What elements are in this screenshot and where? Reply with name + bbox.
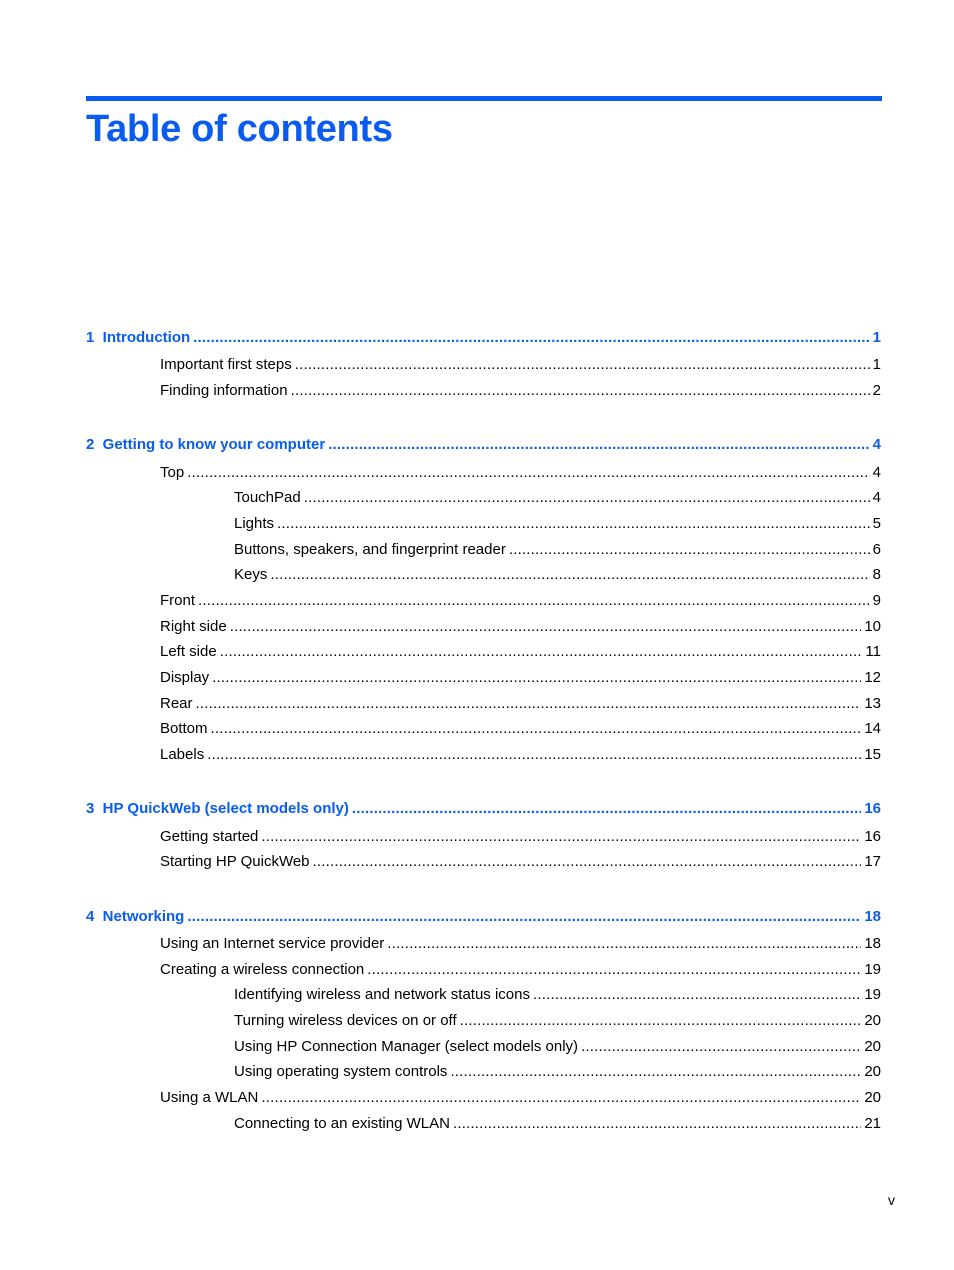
toc-entry-label: Identifying wireless and network status icons [234,986,530,1003]
toc-chapter-entry[interactable] [86,434,881,456]
toc-entry-page-number: 10 [864,618,881,635]
toc-entry[interactable] [160,1087,881,1109]
dot-leader [277,513,870,535]
toc-entry-page-number: 14 [864,720,881,737]
toc-entry-page-number: 20 [864,1063,881,1080]
dot-leader [328,434,869,456]
dot-leader [187,462,869,484]
toc-entry-page-number: 19 [864,986,881,1003]
toc-entry-page-number: 8 [872,566,881,583]
toc-entry-page-number: 1 [872,356,881,373]
toc-entry-page-number: 18 [864,908,881,925]
toc-entry[interactable] [234,1036,881,1058]
toc-entry-page-number: 19 [864,961,881,978]
toc-entry-page-number: 13 [864,695,881,712]
toc-entry[interactable] [234,487,881,509]
toc-chapter-entry[interactable] [86,327,881,349]
dot-leader [533,984,861,1006]
toc-entry-label: Keys [234,566,268,583]
dot-leader [196,693,862,715]
dot-leader [193,327,869,349]
dot-leader [270,564,869,586]
page-folio: v [888,1192,895,1208]
toc-entry-label: Using operating system controls [234,1063,448,1080]
dot-leader [352,798,861,820]
toc-entry-label: Using a WLAN [160,1089,259,1106]
toc-entry-label: Labels [160,746,205,763]
dot-leader [450,1061,861,1083]
toc-entry-page-number: 4 [872,489,881,506]
toc-entry-label: Right side [160,618,227,635]
toc-entry-label: 3 HP QuickWeb (select models only) [86,800,349,817]
toc-entry-page-number: 6 [872,541,881,558]
dot-leader [211,718,862,740]
toc-entry[interactable] [160,354,881,376]
toc-entry-page-number: 5 [872,515,881,532]
dot-leader [187,906,861,928]
toc-entry[interactable] [234,984,881,1006]
toc-entry-page-number: 9 [872,592,881,609]
toc-entry-page-number: 20 [864,1089,881,1106]
toc-entry-label: Creating a wireless connection [160,961,365,978]
toc-entry-page-number: 20 [864,1038,881,1055]
toc-entry-label: Bottom [160,720,208,737]
toc-entry-page-number: 21 [864,1115,881,1132]
dot-leader [291,380,870,402]
toc-entry-page-number: 1 [872,329,881,346]
toc-entry-label: Turning wireless devices on or off [234,1012,457,1029]
toc-entry[interactable] [160,667,881,689]
toc-entry-label: Using HP Connection Manager (select models only) [234,1038,579,1055]
toc-entry-label: Lights [234,515,275,532]
toc-entry[interactable] [234,539,881,561]
dot-leader [453,1113,861,1135]
toc-entry-page-number: 2 [872,382,881,399]
dot-leader [230,616,862,638]
toc-entry-label: Connecting to an existing WLAN [234,1115,450,1132]
toc-entry-label: Finding information [160,382,288,399]
page-title: Table of contents [86,108,393,150]
dot-leader [295,354,870,376]
toc-entry-label: Using an Internet service provider [160,935,385,952]
dot-leader [261,1087,861,1109]
toc-entry-label: 2 Getting to know your computer [86,436,326,453]
dot-leader [313,851,862,873]
dot-leader [212,667,861,689]
toc-entry[interactable] [234,1113,881,1135]
toc-entry-label: Display [160,669,210,686]
toc-entry-page-number: 16 [864,828,881,845]
toc-entry[interactable] [160,851,881,873]
toc-entry[interactable] [234,513,881,535]
toc-entry[interactable] [160,959,881,981]
dot-leader [387,933,861,955]
toc-chapter-entry[interactable] [86,906,881,928]
toc-entry[interactable] [160,616,881,638]
toc-entry[interactable] [234,564,881,586]
dot-leader [261,826,861,848]
toc-entry-label: Starting HP QuickWeb [160,853,310,870]
toc-entry[interactable] [160,462,881,484]
toc-entry-label: Front [160,592,196,609]
toc-entry-label: Important first steps [160,356,292,373]
dot-leader [367,959,861,981]
toc-entry[interactable] [160,641,881,663]
dot-leader [304,487,870,509]
toc-entry-page-number: 15 [864,746,881,763]
toc-entry-label: TouchPad [234,489,301,506]
toc-entry-page-number: 4 [872,464,881,481]
toc-entry-page-number: 4 [872,436,881,453]
toc-entry-label: 1 Introduction [86,329,191,346]
toc-entry[interactable] [160,718,881,740]
toc-entry[interactable] [160,590,881,612]
toc-entry-page-number: 18 [864,935,881,952]
toc-entry-page-number: 12 [864,669,881,686]
toc-entry[interactable] [234,1010,881,1032]
toc-entry-page-number: 11 [865,643,881,660]
dot-leader [198,590,870,612]
toc-entry-label: Getting started [160,828,259,845]
toc-entry-label: 4 Networking [86,908,185,925]
dot-leader [460,1010,862,1032]
toc-entry-label: Buttons, speakers, and fingerprint reader [234,541,506,558]
toc-entry[interactable] [160,380,881,402]
dot-leader [581,1036,861,1058]
toc-entry-label: Rear [160,695,193,712]
toc-entry[interactable] [234,1061,881,1083]
toc-entry[interactable] [160,744,881,766]
toc-entry-label: Top [160,464,185,481]
toc-chapter-entry[interactable] [86,798,881,820]
toc-entry-page-number: 16 [864,800,881,817]
dot-leader [220,641,863,663]
toc-entry-page-number: 20 [864,1012,881,1029]
dot-leader [207,744,861,766]
toc-entry[interactable] [160,933,881,955]
dot-leader [509,539,870,561]
toc-entry-page-number: 17 [864,853,881,870]
toc-entry[interactable] [160,693,881,715]
toc-entry-label: Left side [160,643,217,660]
toc-entry[interactable] [160,826,881,848]
